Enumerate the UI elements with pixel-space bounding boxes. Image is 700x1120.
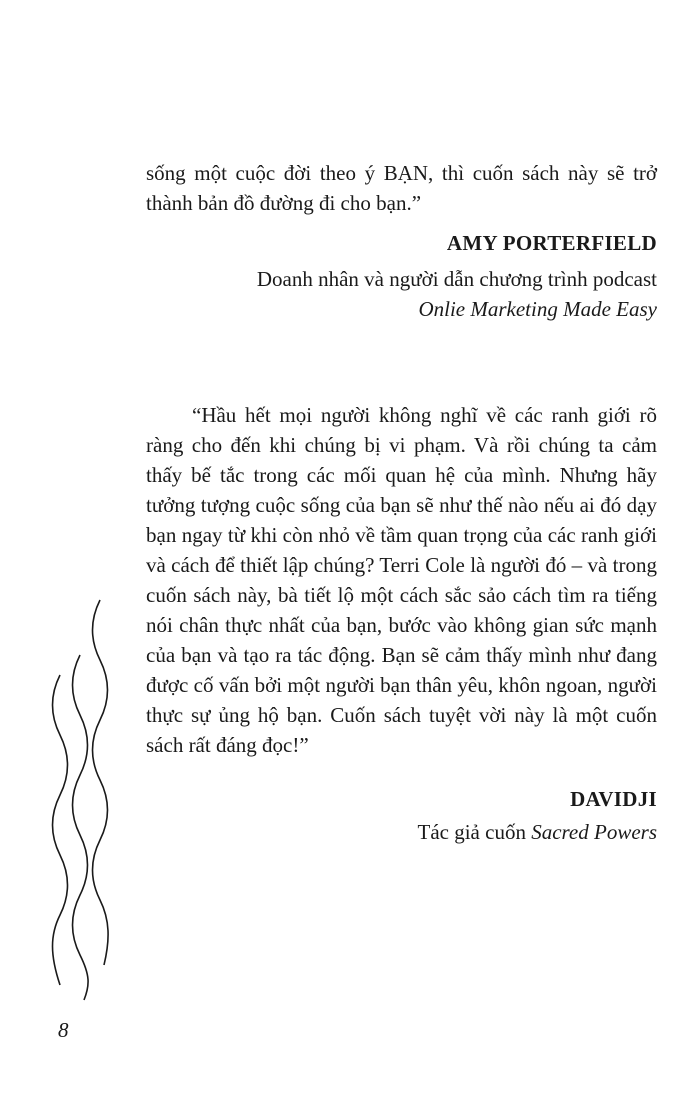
quote-1-text: sống một cuộc đời theo ý BẠN, thì cuốn sách này sẽ trở thành bản đồ đường đi cho bạn.” bbox=[146, 161, 657, 215]
wave-decoration-icon bbox=[48, 595, 138, 1005]
page-number: 8 bbox=[58, 1018, 69, 1042]
quote-2-text: “Hầu hết mọi người không nghĩ về các ranh giới rõ ràng cho đến khi chúng bị vi phạm. Và rồi chúng ta cảm thấy bế tắc trong các mối quan hệ của mình. Nhưng hãy tưởng tượng cuộc sống của bạn sẽ như thế nào nếu ai đó dạy bạn ngay từ khi còn nhỏ về tầm quan trọng của các ranh giới và cách để thiết lập chúng? Terri Cole là người đó – và trong cuốn sách này, bà tiết lộ một cách sắc sảo cách tìm ra tiếng nói chân thực nhất của bạn, bước vào không gian sức mạnh của bạn và tạo ra tác động. Bạn sẽ cảm thấy mình như đang được cố vấn bởi một người bạn thân yêu, khôn ngoan, người thực sự ủng hộ bạn. Cuốn sách tuyệt vời này là một cuốn sách rất đáng đọc!” bbox=[146, 403, 657, 757]
quote-1-author-role: Doanh nhân và người dẫn chương trình podcast bbox=[256, 267, 657, 291]
quote-1-podcast-name: Onlie Marketing Made Easy bbox=[418, 297, 657, 321]
wave-line-3 bbox=[93, 600, 109, 965]
quote-1-ending bbox=[146, 158, 657, 218]
wave-line-2 bbox=[73, 655, 89, 1000]
quote-2-author-role bbox=[418, 817, 658, 847]
quote-2-author: DAVIDJI bbox=[570, 787, 657, 811]
quote-1-author: AMY PORTERFIELD bbox=[446, 231, 657, 255]
wave-line-1 bbox=[53, 675, 68, 985]
quote-2 bbox=[146, 400, 657, 760]
quote-2-book-title: Sacred Powers bbox=[531, 820, 657, 844]
quote-2-role-prefix: Tác giả cuốn bbox=[417, 820, 532, 844]
